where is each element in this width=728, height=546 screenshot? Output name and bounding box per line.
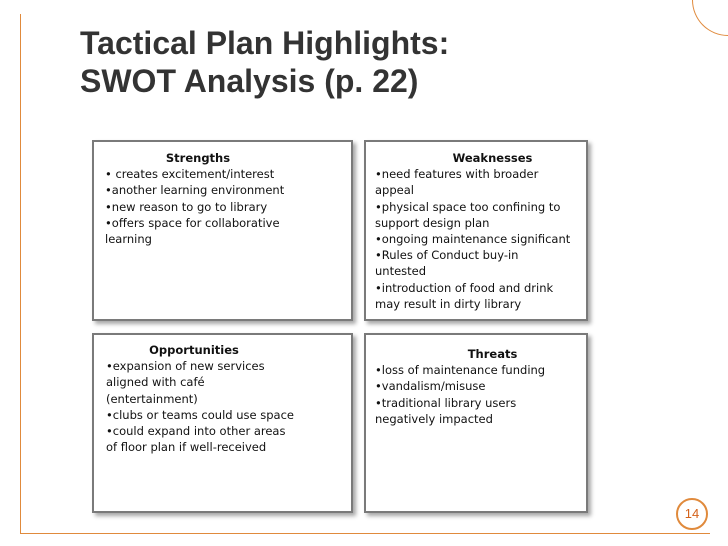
- list-item: •introduction of food and drink: [375, 280, 554, 295]
- slide-title-line-2: SWOT Analysis (p. 22): [80, 63, 419, 99]
- list-item: •ongoing maintenance significant: [375, 232, 571, 247]
- list-item: •traditional library users: [375, 395, 517, 410]
- slide-frame-left-line: [20, 14, 21, 534]
- list-item: •vandalism/misuse: [375, 379, 486, 394]
- list-item: aligned with café: [106, 375, 205, 390]
- list-item: negatively impacted: [375, 411, 493, 426]
- list-item: •new reason to go to library: [105, 199, 268, 214]
- list-item: •loss of maintenance funding: [375, 363, 546, 378]
- list-item: learning: [105, 232, 152, 247]
- swot-weaknesses-box: [364, 140, 588, 321]
- swot-threats-box: [364, 333, 588, 513]
- swot-strengths-box: [92, 140, 353, 321]
- list-item: appeal: [375, 183, 414, 198]
- opportunities-heading: Opportunities: [149, 343, 239, 357]
- list-item: • creates excitement/interest: [105, 167, 275, 182]
- list-item: •another learning environment: [105, 183, 285, 198]
- opportunities-list: [106, 358, 345, 455]
- slide-title: [80, 24, 449, 100]
- list-item: •physical space too confining to: [375, 199, 561, 214]
- weaknesses-list: [375, 166, 580, 312]
- list-item: support design plan: [375, 215, 490, 230]
- slide-title-line-1: Tactical Plan Highlights:: [80, 25, 450, 61]
- swot-opportunities-box: [92, 333, 353, 513]
- slide-frame-bottom-line: [20, 533, 710, 534]
- threats-heading: Threats: [467, 347, 518, 361]
- list-item: untested: [375, 264, 427, 279]
- strengths-heading: Strengths: [165, 151, 231, 165]
- list-item: •clubs or teams could use space: [106, 407, 294, 422]
- slide-frame-corner-arc: [692, 0, 728, 36]
- list-item: (entertainment): [106, 391, 198, 406]
- list-item: •Rules of Conduct buy-in: [375, 248, 519, 263]
- threats-list: [375, 362, 580, 427]
- list-item: •could expand into other areas: [106, 424, 286, 439]
- list-item: •expansion of new services: [106, 359, 265, 374]
- list-item: •offers space for collaborative: [105, 215, 280, 230]
- strengths-list: [105, 166, 345, 247]
- list-item: may result in dirty library: [375, 296, 522, 311]
- list-item: of floor plan if well-received: [106, 440, 267, 455]
- list-item: •need features with broader: [375, 167, 539, 182]
- page-number-badge: 14: [676, 498, 708, 530]
- weaknesses-heading: Weaknesses: [452, 151, 533, 165]
